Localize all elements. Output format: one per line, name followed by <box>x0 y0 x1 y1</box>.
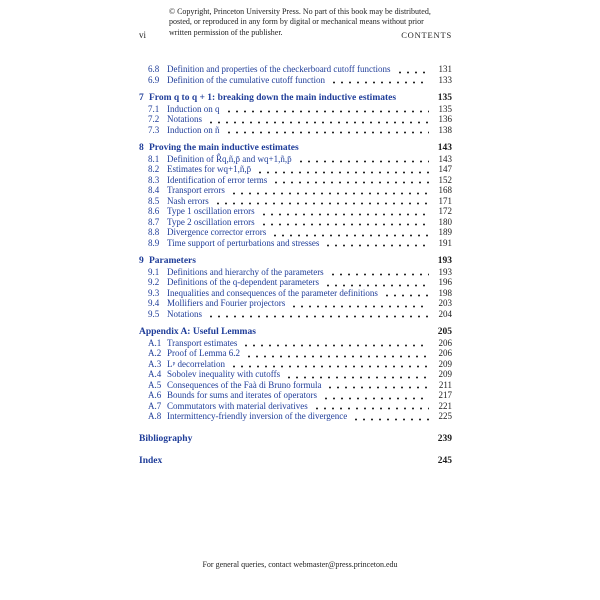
toc-page-number: 180 <box>438 216 452 227</box>
dot-leader <box>290 305 429 308</box>
dot-leader <box>285 376 429 379</box>
dot-leader <box>352 418 429 421</box>
toc-entry-title: Consequences of the Faà di Bruno formula <box>167 379 322 390</box>
toc-chapter-heading[interactable] <box>139 456 452 467</box>
toc-chapter-title: Proving the main inductive estimates <box>149 143 299 153</box>
toc-entry-title: Estimates for wq+1,ñ,p̄ <box>167 164 252 174</box>
toc-entry-title: Type 2 oscillation errors <box>167 216 255 227</box>
toc-entry[interactable] <box>139 267 452 278</box>
toc-page-number: 209 <box>438 369 452 379</box>
toc-chapter-number: 9 <box>139 256 144 266</box>
toc-entry[interactable] <box>139 75 452 86</box>
toc-entry-title: Intermittency-friendly inversion of the divergence <box>167 411 348 421</box>
toc-entry-number: 7.3 <box>148 124 160 135</box>
toc-entry-number: A.5 <box>148 379 162 390</box>
toc-page-number: 191 <box>438 237 452 248</box>
toc-entry[interactable] <box>139 206 452 217</box>
toc-chapter-heading[interactable] <box>139 327 452 338</box>
toc-page-number: 205 <box>437 327 452 337</box>
toc-page-number: 193 <box>438 266 452 277</box>
toc-page-number: 206 <box>438 337 452 348</box>
toc-entry-number: 6.8 <box>148 64 160 74</box>
dot-leader <box>313 407 429 410</box>
toc-chapter-title: From q to q + 1: breaking down the main inductive estimates <box>149 93 397 103</box>
toc-page-number: 147 <box>438 164 452 174</box>
toc-group <box>139 327 452 422</box>
toc-page-number: 136 <box>438 114 452 124</box>
toc-entry-number: A.4 <box>148 369 162 379</box>
dot-leader <box>230 192 429 195</box>
toc-group <box>139 93 452 135</box>
toc-entry-title: Lᵖ decorrelation <box>167 358 226 369</box>
footer-email-link[interactable]: webmaster@press.princeton.edu <box>293 560 398 569</box>
dot-leader <box>225 110 430 113</box>
toc-entry-title: Transport errors <box>167 185 225 195</box>
dot-leader <box>396 71 429 74</box>
toc-entry-title: Notations <box>167 114 202 124</box>
toc-entry-title: Transport estimates <box>167 337 238 348</box>
dot-leader <box>242 344 429 347</box>
toc <box>139 64 452 467</box>
toc-entry-title: Bounds for sums and iterates of operators <box>167 390 317 400</box>
toc-page-number: 143 <box>437 143 452 153</box>
toc-entry-number: 9.5 <box>148 308 160 319</box>
toc-entry-number: A.6 <box>148 390 162 400</box>
toc-chapter-number: 8 <box>139 143 144 153</box>
toc-entry-number: 8.3 <box>148 174 160 185</box>
toc-page-number: 225 <box>438 411 452 421</box>
toc-entry-number: 8.6 <box>148 206 160 216</box>
footer-text: For general queries, contact <box>202 560 294 569</box>
toc-page-number: 198 <box>438 287 452 298</box>
toc-entry[interactable] <box>139 369 452 380</box>
toc-entry[interactable] <box>139 380 452 391</box>
dot-leader <box>322 397 429 400</box>
toc-entry-number: 7.1 <box>148 103 160 114</box>
toc-entry-number: A.3 <box>148 358 162 369</box>
toc-chapter-heading[interactable] <box>139 434 452 445</box>
toc-entry-title: Commutators with material derivatives <box>167 400 308 411</box>
toc-entry-title: Type 1 oscillation errors <box>167 206 255 216</box>
dot-leader <box>207 315 429 318</box>
toc-page-number: 211 <box>438 379 452 390</box>
dot-leader <box>297 160 429 163</box>
dot-leader <box>214 202 429 205</box>
toc-page-number: 196 <box>438 277 452 287</box>
toc-chapter-heading[interactable] <box>139 93 452 104</box>
dot-leader <box>326 386 429 389</box>
toc-entry-title: Induction on ñ <box>167 124 220 135</box>
toc-chapter-title: Parameters <box>149 256 196 266</box>
toc-entry-title: Time support of perturbations and stresses <box>167 237 320 248</box>
page-number: vi <box>139 30 147 40</box>
toc-entry-number: 9.2 <box>148 277 160 287</box>
toc-page-number: 193 <box>437 256 452 266</box>
dot-leader <box>272 181 429 184</box>
toc-entry[interactable] <box>139 114 452 125</box>
dot-leader <box>207 121 429 124</box>
toc-page-number: 172 <box>438 206 452 216</box>
toc-group <box>139 256 452 319</box>
toc-entry[interactable] <box>139 298 452 309</box>
toc-entry[interactable] <box>139 348 452 359</box>
toc-page-number: 206 <box>438 348 452 358</box>
toc-page-number: 171 <box>438 195 452 206</box>
toc-page-number: 135 <box>437 93 452 103</box>
dot-leader <box>260 223 429 226</box>
toc-entry-title: Inequalities and consequences of the parameter definitions <box>167 287 378 298</box>
toc-page-number: 239 <box>437 433 452 444</box>
dot-leader <box>230 365 429 368</box>
toc-group <box>139 456 452 467</box>
toc-page-number: 189 <box>438 227 452 237</box>
toc-entry-title: Definition and properties of the checkerboard cutoff functions <box>167 64 391 74</box>
running-head: CONTENTS <box>401 30 452 40</box>
footer-note <box>0 560 600 569</box>
toc-entry-number: 9.3 <box>148 287 160 298</box>
toc-entry[interactable] <box>139 338 452 349</box>
toc-chapter-heading[interactable] <box>139 256 452 267</box>
toc-page-number: 152 <box>438 174 452 185</box>
toc-entry[interactable] <box>139 238 452 249</box>
toc-entry-title: Proof of Lemma 6.2 <box>167 348 240 358</box>
dot-leader <box>324 244 429 247</box>
toc-entry[interactable] <box>139 277 452 288</box>
toc-page-number: 217 <box>438 390 452 400</box>
toc-entry-title: Mollifiers and Fourier projectors <box>167 298 286 308</box>
toc-entry-title: Identification of error terms <box>167 174 268 185</box>
toc-page-number: 143 <box>438 153 452 164</box>
toc-entry[interactable] <box>139 411 452 422</box>
toc-page-number: 221 <box>438 400 452 411</box>
toc-entry[interactable] <box>139 359 452 370</box>
toc-entry-number: A.8 <box>148 411 162 421</box>
toc-entry[interactable] <box>139 390 452 401</box>
toc-entry-title: Divergence corrector errors <box>167 227 267 237</box>
toc-entry-title: Sobolev inequality with cutoffs <box>167 369 281 379</box>
toc-page-number: 209 <box>438 358 452 369</box>
toc-entry[interactable] <box>139 125 452 136</box>
toc-group <box>139 64 452 85</box>
toc-page-number: 245 <box>437 456 452 466</box>
toc-chapter-heading[interactable] <box>139 143 452 154</box>
toc-entry-number: 8.1 <box>148 153 160 164</box>
toc-entry[interactable] <box>139 164 452 175</box>
toc-entry[interactable] <box>139 185 452 196</box>
dot-leader <box>260 213 429 216</box>
toc-page-number: 131 <box>438 64 452 74</box>
toc-entry[interactable] <box>139 196 452 207</box>
dot-leader <box>330 81 429 84</box>
toc-entry-number: 9.1 <box>148 266 160 277</box>
toc-chapter-title: Appendix A: Useful Lemmas <box>139 327 256 337</box>
toc-chapter-title: Bibliography <box>139 433 193 444</box>
toc-page-number: 204 <box>438 308 452 319</box>
toc-entry[interactable] <box>139 288 452 299</box>
toc-page-number: 168 <box>438 185 452 195</box>
toc-entry-title: Definition of R̂q,ñ,p̄ and wq+1,ñ,p̄ <box>167 153 292 164</box>
toc-entry[interactable] <box>139 217 452 228</box>
toc-chapter-title: Index <box>139 456 163 466</box>
toc-entry-number: A.7 <box>148 400 162 411</box>
dot-leader <box>383 294 429 297</box>
toc-entry-title: Nash errors <box>167 195 209 206</box>
toc-entry[interactable] <box>139 401 452 412</box>
toc-entry-number: 8.8 <box>148 227 160 237</box>
toc-entry-title: Definitions of the q-dependent parameters <box>167 277 319 287</box>
dot-leader <box>329 273 429 276</box>
toc-entry-number: 8.9 <box>148 237 160 248</box>
toc-entry[interactable] <box>139 227 452 238</box>
dot-leader <box>324 284 429 287</box>
toc-entry-title: Definition of the cumulative cutoff function <box>167 74 326 85</box>
toc-entry-number: 8.2 <box>148 164 160 174</box>
toc-entry-title: Notations <box>167 308 202 319</box>
toc-entry[interactable] <box>139 104 452 115</box>
toc-entry-number: 7.2 <box>148 114 160 124</box>
toc-entry[interactable] <box>139 154 452 165</box>
toc-entry-title: Induction on q <box>167 103 220 114</box>
dot-leader <box>256 171 429 174</box>
dot-leader <box>245 355 429 358</box>
toc-entry-number: 8.7 <box>148 216 160 227</box>
toc-entry-title: Definitions and hierarchy of the parameters <box>167 266 324 277</box>
toc-entry-number: 6.9 <box>148 74 160 85</box>
toc-entry[interactable] <box>139 175 452 186</box>
toc-group <box>139 143 452 248</box>
toc-entry-number: 8.5 <box>148 195 160 206</box>
toc-chapter-number: 7 <box>139 93 144 103</box>
toc-page-number: 133 <box>438 74 452 85</box>
toc-entry-number: 9.4 <box>148 298 160 308</box>
copyright-notice: © Copyright, Princeton University Press. No part of this book may be distributed, posted, or reproduced in any form by digital or mechanical means without prior written permission of the publisher. <box>169 7 431 37</box>
toc-group <box>139 434 452 445</box>
toc-entry-number: A.1 <box>148 337 162 348</box>
running-head-row <box>139 30 452 40</box>
toc-entry[interactable] <box>139 64 452 75</box>
toc-entry-number: A.2 <box>148 348 162 358</box>
toc-entry-number: 8.4 <box>148 185 160 195</box>
dot-leader <box>271 234 429 237</box>
toc-entry[interactable] <box>139 309 452 320</box>
dot-leader <box>225 131 430 134</box>
toc-page-number: 138 <box>438 124 452 135</box>
toc-page-number: 203 <box>438 298 452 308</box>
toc-page-number: 135 <box>438 103 452 114</box>
